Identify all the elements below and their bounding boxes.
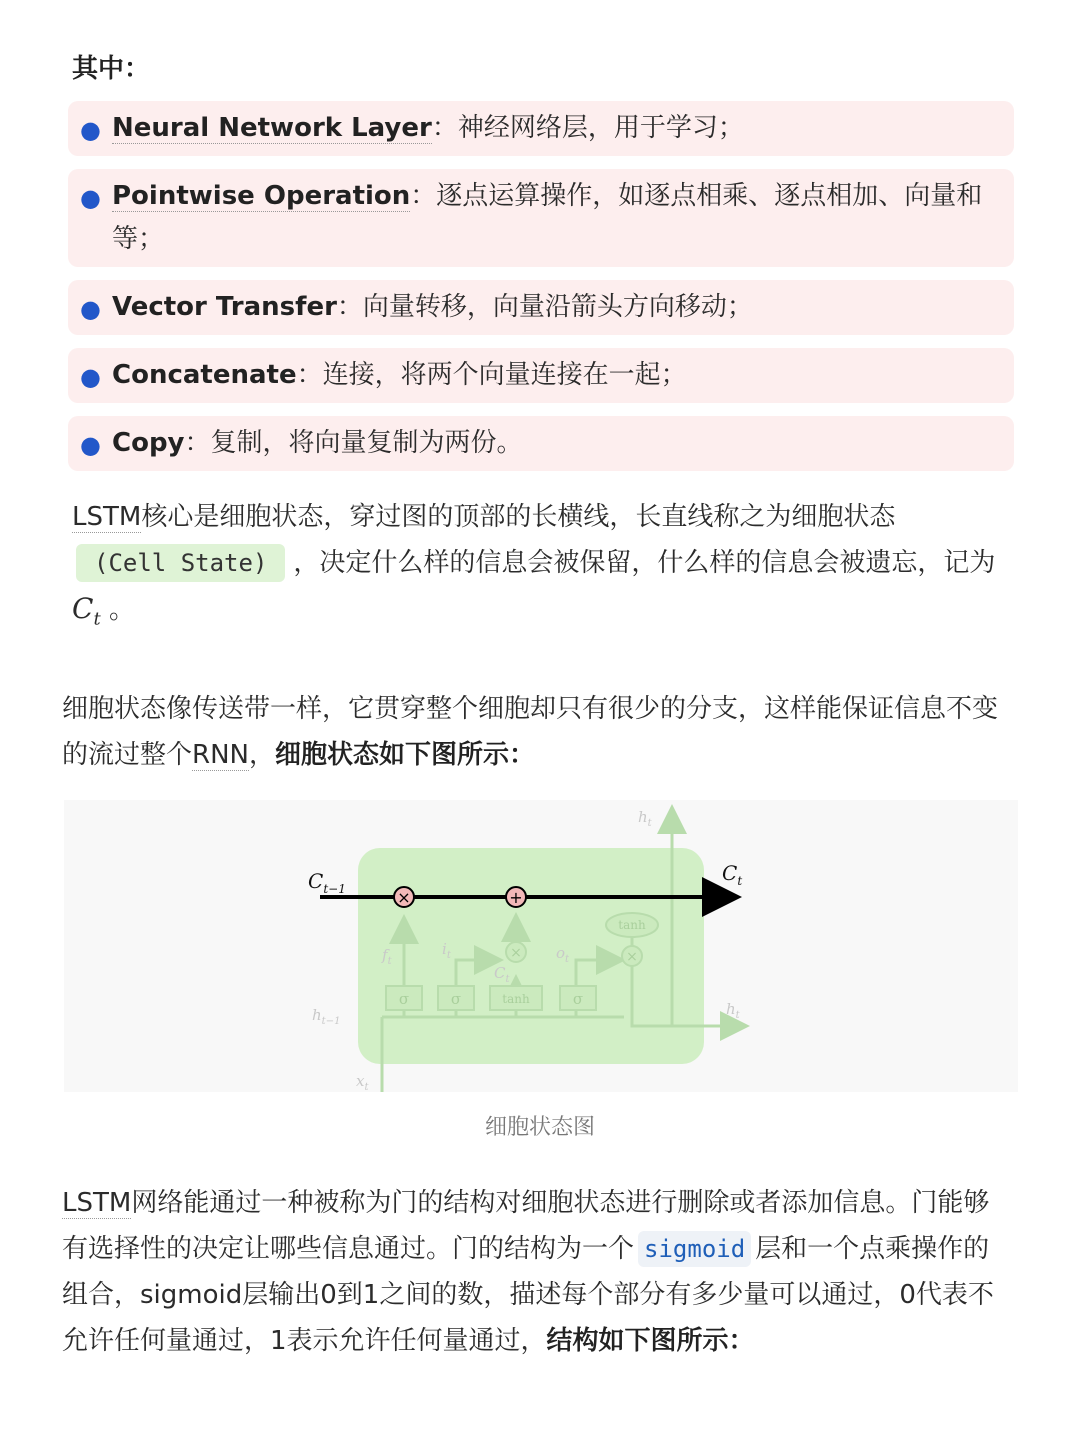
paragraph-bold: 结构如下图所示： [546, 1326, 755, 1356]
svg-text:σ: σ [450, 990, 462, 1008]
bullet-dot: ● [80, 295, 101, 323]
paragraph-text: 核心是细胞状态，穿过图的顶部的长横线，长直线称之为细胞状态 [141, 502, 896, 532]
svg-text:tanh: tanh [502, 992, 530, 1006]
list-item [68, 101, 1014, 156]
label-ft: $f_t$ [382, 946, 392, 967]
term-rnn-link[interactable]: RNN [192, 740, 249, 770]
paragraph-text: ，决定什么样的信息会被保留，什么样的信息会被遗忘， [293, 548, 944, 578]
paragraph-conveyor [62, 686, 1002, 778]
inline-code-cell-state: (Cell State) [76, 544, 285, 582]
paragraph-text: 记为 [943, 548, 996, 578]
svg-text:×: × [626, 949, 638, 965]
label-c-prev: $C_{t-1}$ [308, 869, 346, 896]
label-h-top: $h_t$ [638, 808, 652, 829]
bullet-dot: ● [80, 184, 101, 212]
term-description: ：神经网络层，用于学习； [431, 113, 744, 143]
label-c-tilde: $C_t$ [494, 964, 510, 985]
term-vector-transfer: Vector Transfer [112, 292, 337, 322]
list-item [68, 348, 1014, 403]
list-item [68, 280, 1014, 335]
bullet-dot: ● [80, 431, 101, 459]
paragraph-text: 。 [108, 595, 135, 625]
term-description: ：连接，将两个向量连接在一起； [296, 360, 687, 390]
bullet-dot: ● [80, 363, 101, 391]
list-item [68, 416, 1014, 471]
legend-list [68, 101, 1014, 484]
math-ct: $C_t$ [72, 592, 101, 630]
paragraph-text: 细胞状态像传送带一样，它贯穿整个细胞却只有很少的分支，这样能保证信息不变的流过整个 [62, 694, 999, 770]
term-lstm-link[interactable]: LSTM [62, 1188, 132, 1218]
paragraph-cell-state [72, 494, 1002, 643]
bullet-dot: ● [80, 116, 101, 144]
inline-code-sigmoid: sigmoid [638, 1231, 751, 1267]
label-it: $i_t$ [442, 940, 451, 961]
paragraph-text: 层和一个点乘操作的组合，sigmoid层输出0到1之间的数，描述每个部分有多少量可以通过，0代表不允许任何量通过，1表示允许任何量通过， [62, 1234, 994, 1356]
term-copy: Copy [112, 428, 185, 458]
term-description: ：逐点运算操作，如逐点相乘、逐点相加、向量和等； [112, 181, 983, 254]
term-concatenate: Concatenate [112, 360, 297, 390]
paragraph-text: ， [248, 740, 275, 770]
term-description: ：复制，将向量复制为两份。 [184, 428, 523, 458]
label-ot: $o_t$ [556, 944, 570, 965]
svg-text:σ: σ [398, 990, 410, 1008]
term-lstm-link[interactable]: LSTM [72, 502, 142, 532]
label-xt: $x_t$ [356, 1072, 369, 1092]
cell-body [358, 848, 704, 1064]
label-h-prev: $h_{t-1}$ [312, 1006, 341, 1027]
section-heading: 其中： [72, 54, 151, 84]
term-pointwise-operation[interactable]: Pointwise Operation [112, 181, 411, 211]
svg-text:×: × [397, 888, 411, 907]
cell-state-figure [64, 800, 1018, 1092]
term-neural-network-layer[interactable]: Neural Network Layer [112, 113, 432, 143]
lstm-cell-diagram [64, 800, 1018, 1092]
svg-text:+: + [509, 888, 523, 907]
paragraph-text: 网络能通过一种被称为门的结构对细胞状态进行删除或者添加信息。门能够有选择性的决定让哪些信息通过。门的结构为一个 [62, 1188, 990, 1264]
svg-text:×: × [510, 945, 522, 961]
list-item [68, 169, 1014, 267]
svg-text:σ: σ [572, 990, 584, 1008]
label-h-out: $h_t$ [726, 1000, 740, 1021]
svg-text:tanh: tanh [618, 918, 646, 932]
label-ct: $C_t$ [722, 861, 743, 888]
figure-caption: 细胞状态图 [484, 1115, 595, 1140]
paragraph-gates [62, 1180, 1012, 1364]
paragraph-bold: 细胞状态如下图所示： [275, 740, 536, 770]
term-description: ：向量转移，向量沿箭头方向移动； [336, 292, 753, 322]
